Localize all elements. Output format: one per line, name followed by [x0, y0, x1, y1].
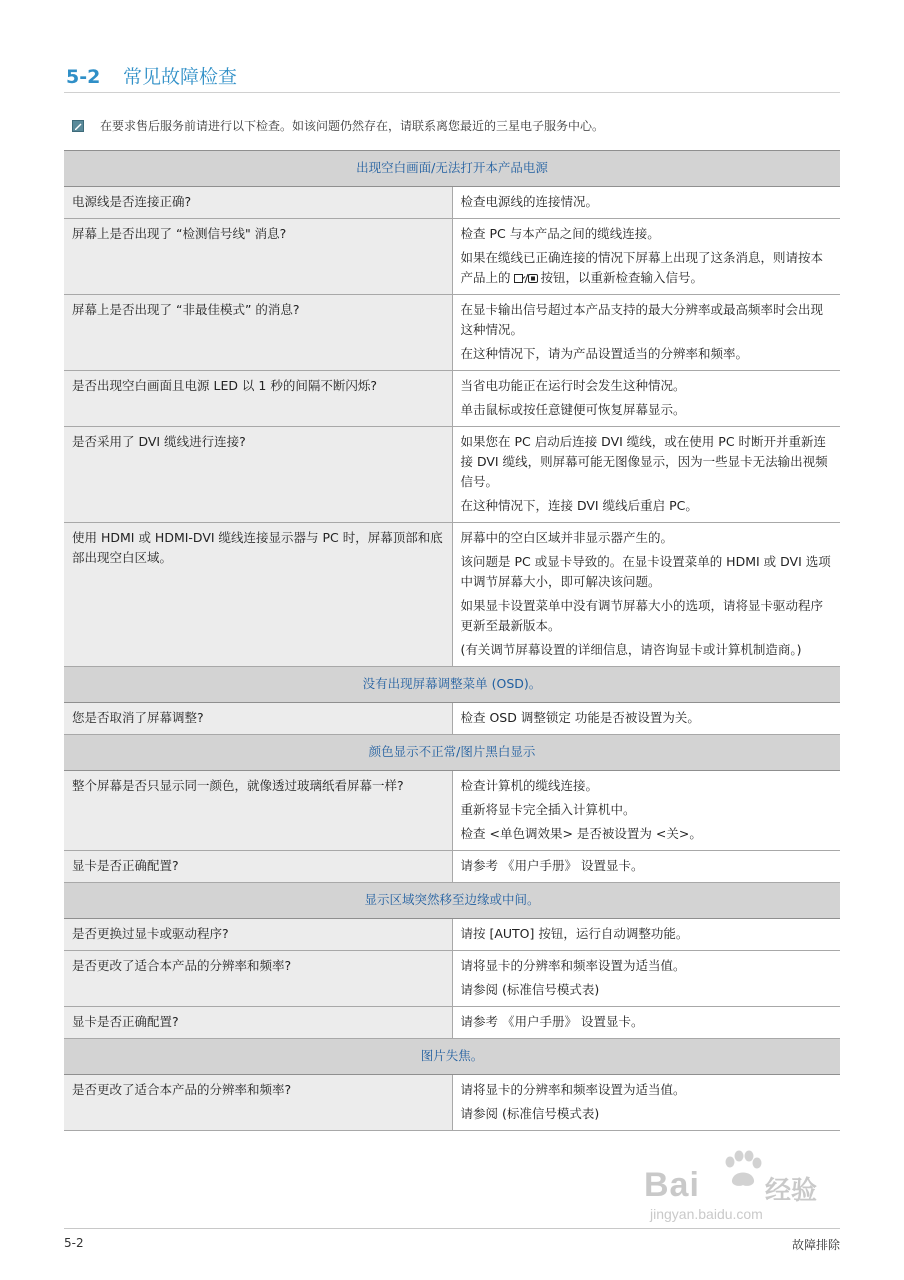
question-text: 屏幕上是否出现了 “检测信号线" 消息? — [72, 226, 287, 241]
answer-cell — [452, 919, 840, 951]
answer-cell — [452, 851, 840, 883]
question-cell — [64, 1007, 452, 1039]
question-cell — [64, 951, 452, 1007]
question-cell — [64, 371, 452, 427]
question-text: 电源线是否连接正确? — [72, 194, 192, 209]
answer-text: 请参考 《用户手册》 设置显卡。 — [460, 858, 644, 873]
answer-text: 请按 [AUTO] 按钮，运行自动调整功能。 — [460, 926, 689, 941]
table-row — [64, 703, 840, 735]
question-text: 是否更改了适合本产品的分辨率和频率? — [72, 958, 292, 973]
answer-text: 重新将显卡完全插入计算机中。 — [460, 802, 636, 817]
table-row — [64, 187, 840, 219]
page-number: 5-2 — [64, 1236, 84, 1250]
group-header-text: 图片失焦。 — [64, 1039, 840, 1075]
answer-cell — [452, 523, 840, 667]
note-icon — [72, 120, 84, 132]
answer-text: 在这种情况下，连接 DVI 缆线后重启 PC。 — [460, 498, 698, 513]
section-number: 5-2 — [66, 66, 101, 88]
table-row — [64, 951, 840, 1007]
answer-text: 检查电源线的连接情况。 — [460, 194, 599, 209]
answer-text: 如果显卡设置菜单中没有调节屏幕大小的选项，请将显卡驱动程序更新至最新版本。 — [460, 598, 824, 633]
table-row — [64, 919, 840, 951]
paw-icon — [720, 1150, 764, 1190]
watermark-brand: Bai — [644, 1166, 700, 1204]
question-text: 是否更换过显卡或驱动程序? — [72, 926, 229, 941]
troubleshooting-table — [64, 150, 840, 1131]
answer-text: (有关调节屏幕设置的详细信息，请咨询显卡或计算机制造商。) — [460, 642, 802, 657]
answer-text: 在这种情况下，请为产品设置适当的分辨率和频率。 — [460, 346, 749, 361]
table-row — [64, 771, 840, 851]
answer-text: 检查 <单色调效果> 是否被设置为 <关>。 — [460, 826, 702, 841]
group-header-text: 显示区域突然移至边缘或中间。 — [64, 883, 840, 919]
chapter-name: 故障排除 — [791, 1238, 840, 1252]
answer-text: 请参阅 (标准信号模式表) — [460, 982, 600, 997]
source-button-icon — [514, 273, 538, 284]
table-row — [64, 523, 840, 667]
answer-cell — [452, 703, 840, 735]
answer-text — [461, 248, 834, 288]
footer-divider — [64, 1228, 840, 1229]
watermark-brand-cn: 经验 — [765, 1176, 818, 1206]
question-text: 整个屏幕是否只显示同一颜色，就像透过玻璃纸看屏幕一样? — [72, 778, 404, 793]
question-cell — [64, 523, 452, 667]
answer-cell — [452, 951, 840, 1007]
question-cell — [64, 703, 452, 735]
note-text: 在要求售后服务前请进行以下检查。如该问题仍然存在，请联系离您最近的三星电子服务中心。 — [100, 119, 605, 133]
question-text: 是否采用了 DVI 缆线进行连接? — [72, 434, 246, 449]
answer-text: 在显卡输出信号超过本产品支持的最大分辨率或最高频率时会出现这种情况。 — [460, 302, 824, 337]
group-header-text: 没有出现屏幕调整菜单 (OSD)。 — [64, 667, 840, 703]
question-text: 是否出现空白画面且电源 LED 以 1 秒的间隔不断闪烁? — [72, 378, 377, 393]
answer-text: 请将显卡的分辨率和频率设置为适当值。 — [460, 1082, 686, 1097]
answer-cell — [452, 771, 840, 851]
answer-cell — [452, 219, 840, 295]
answer-text: 检查计算机的缆线连接。 — [460, 778, 599, 793]
answer-text: 请参考 《用户手册》 设置显卡。 — [460, 1014, 644, 1029]
section-title-text: 常见故障检查 — [122, 66, 237, 88]
table-row — [64, 371, 840, 427]
table-row — [64, 1007, 840, 1039]
answer-text-part: 按钮，以重新检查输入信号。 — [540, 270, 704, 285]
note-line — [72, 117, 604, 134]
answer-text: 请将显卡的分辨率和频率设置为适当值。 — [460, 958, 686, 973]
table-row — [64, 219, 840, 295]
question-cell — [64, 427, 452, 523]
group-header-text: 颜色显示不正常/图片黑白显示 — [64, 735, 840, 771]
baidu-watermark — [640, 1150, 840, 1225]
question-cell — [64, 187, 452, 219]
answer-cell — [452, 427, 840, 523]
table-row — [64, 295, 840, 371]
question-text: 显卡是否正确配置? — [72, 858, 179, 873]
question-cell — [64, 295, 452, 371]
answer-text: 检查 PC 与本产品之间的缆线连接。 — [460, 226, 660, 241]
answer-text-part: 如果在缆线已正确连接的情况下屏幕上出现了这条消息，则请按本产品上的 — [460, 250, 824, 285]
table-row — [64, 1075, 840, 1131]
answer-cell — [452, 187, 840, 219]
answer-text: 如果您在 PC 启动后连接 DVI 缆线，或在使用 PC 时断开并重新连接 DVI 缆线，则屏幕可能无图像显示，因为一些显卡无法输出视频信号。 — [460, 434, 828, 489]
answer-cell — [452, 371, 840, 427]
answer-cell — [452, 295, 840, 371]
answer-text: 单击鼠标或按任意键便可恢复屏幕显示。 — [460, 402, 686, 417]
group-header — [64, 735, 840, 771]
question-text: 显卡是否正确配置? — [72, 1014, 179, 1029]
answer-cell — [452, 1007, 840, 1039]
question-text: 您是否取消了屏幕调整? — [72, 710, 204, 725]
question-cell — [64, 919, 452, 951]
answer-text: 该问题是 PC 或显卡导致的。在显卡设置菜单的 HDMI 或 DVI 选项中调节屏幕大小，即可解决该问题。 — [460, 554, 831, 589]
answer-cell — [452, 1075, 840, 1131]
watermark-url: jingyan.baidu.com — [650, 1206, 763, 1222]
title-divider — [64, 92, 840, 93]
question-text: 是否更改了适合本产品的分辨率和频率? — [72, 1082, 292, 1097]
section-title — [66, 62, 237, 89]
group-header-text: 出现空白画面/无法打开本产品电源 — [64, 151, 840, 187]
group-header — [64, 151, 840, 187]
question-text: 屏幕上是否出现了 “非最佳模式” 的消息? — [72, 302, 300, 317]
question-cell — [64, 851, 452, 883]
table-row — [64, 851, 840, 883]
question-cell — [64, 1075, 452, 1131]
group-header — [64, 883, 840, 919]
question-cell — [64, 771, 452, 851]
table-row — [64, 427, 840, 523]
group-header — [64, 1039, 840, 1075]
answer-text: 屏幕中的空白区域并非显示器产生的。 — [460, 530, 674, 545]
group-header — [64, 667, 840, 703]
question-cell — [64, 219, 452, 295]
answer-text: 当省电功能正在运行时会发生这种情况。 — [460, 378, 686, 393]
question-text: 使用 HDMI 或 HDMI-DVI 缆线连接显示器与 PC 时，屏幕顶部和底部出现空白区域。 — [72, 530, 443, 565]
answer-text: 检查 OSD 调整锁定 功能是否被设置为关。 — [460, 710, 700, 725]
answer-text: 请参阅 (标准信号模式表) — [460, 1106, 600, 1121]
